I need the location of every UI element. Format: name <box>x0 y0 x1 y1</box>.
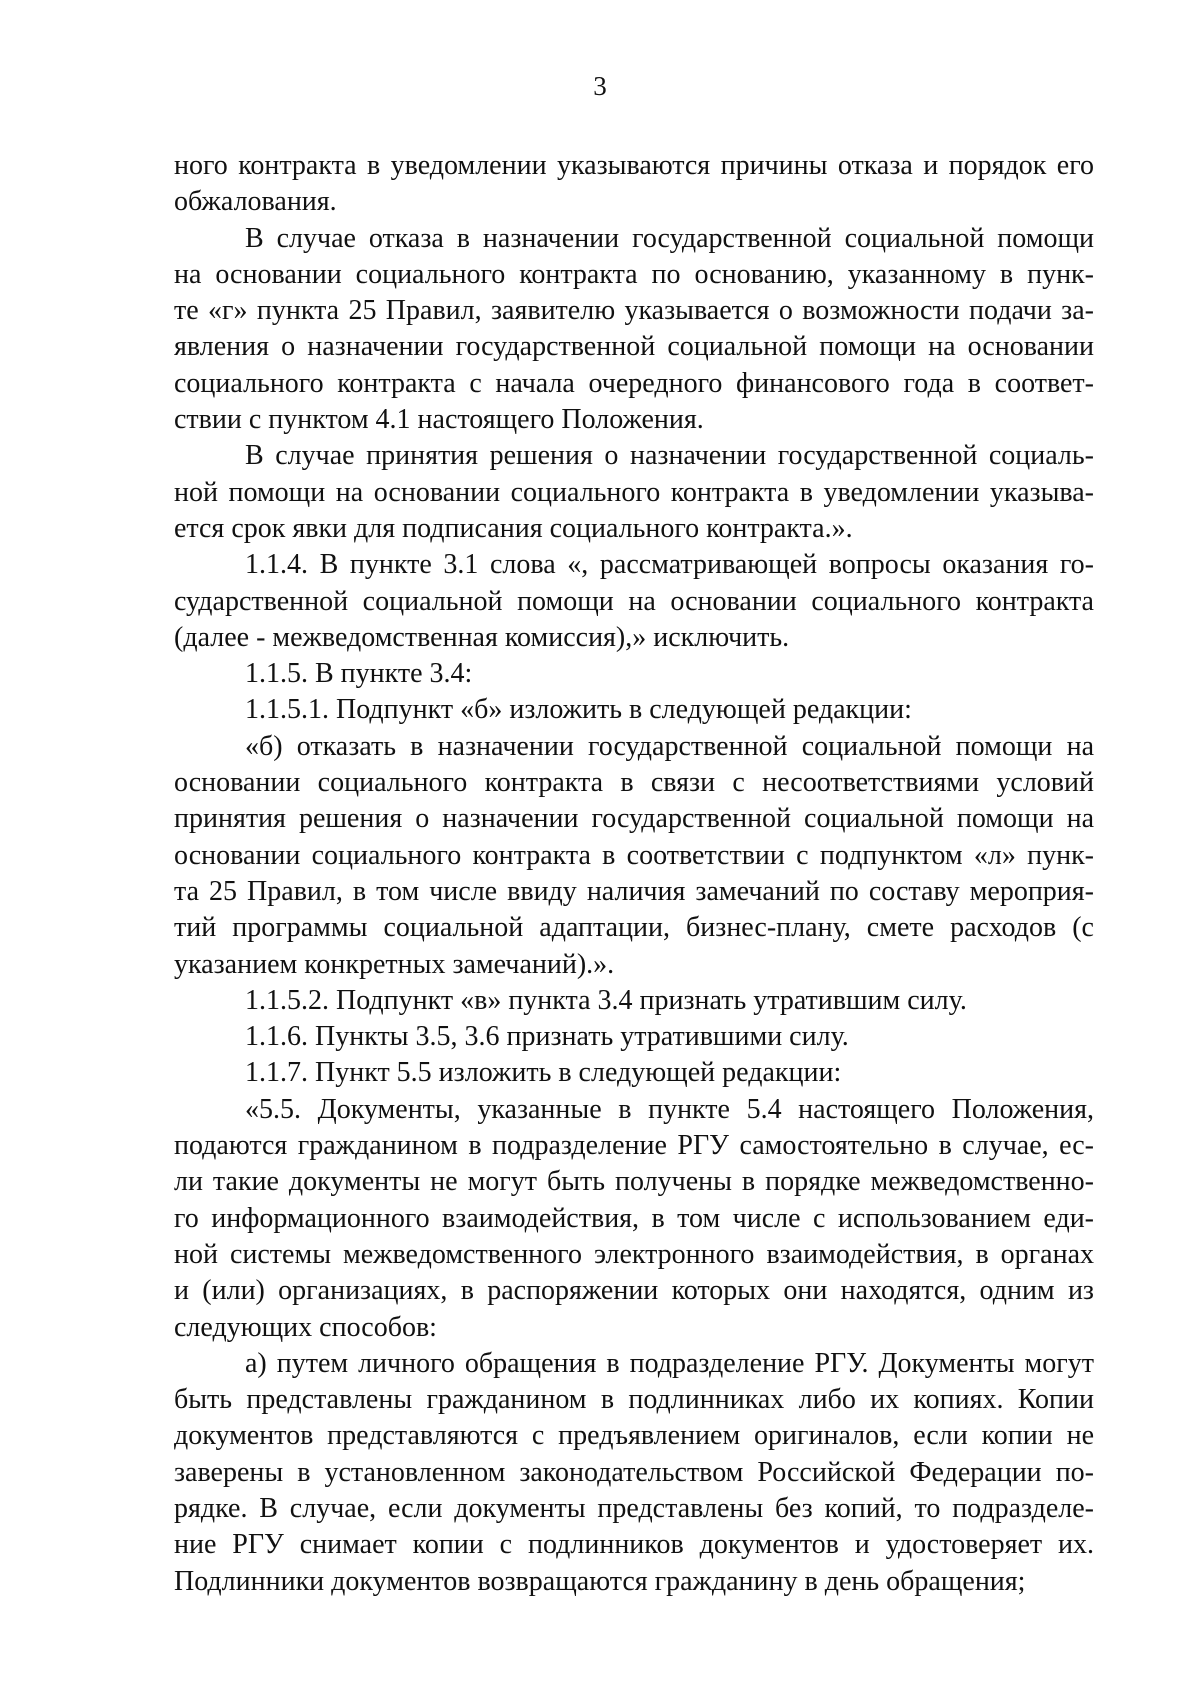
text-line: 1.1.6. Пункты 3.5, 3.6 признать утратившими силу. <box>245 1021 849 1053</box>
text-line: заверены в установленном законодательством Российской Федерации по- <box>174 1456 1094 1488</box>
page-number: 3 <box>593 71 607 101</box>
paragraph <box>174 547 1094 656</box>
paragraph <box>174 1019 1094 1055</box>
paragraph <box>174 148 1094 221</box>
text-line: основании социального контракта в связи с несоответствиями условий <box>174 767 1094 799</box>
text-line: ется срок явки для подписания социального контракта.». <box>174 512 853 544</box>
text-line: указанием конкретных замечаний).». <box>174 948 615 980</box>
text-line: та 25 Правил, в том числе ввиду наличия замечаний по составу мероприя- <box>174 875 1094 907</box>
text-line: ной системы межведомственного электронного взаимодействия, в органах <box>174 1238 1094 1270</box>
text-line: подаются гражданином в подразделение РГУ самостоятельно в случае, ес- <box>174 1130 1094 1162</box>
text-line: быть представлены гражданином в подлинниках либо их копиях. Копии <box>174 1384 1094 1416</box>
paragraph <box>174 1346 1094 1600</box>
text-line: 1.1.5.2. Подпункт «в» пункта 3.4 признать утратившим силу. <box>245 984 967 1016</box>
paragraph <box>174 656 1094 692</box>
paragraph <box>174 438 1094 547</box>
text-line: те «г» пункта 25 Правил, заявителю указывается о возможности подачи за- <box>174 295 1094 327</box>
text-line: ного контракта в уведомлении указываются причины отказа и порядок его <box>174 150 1094 181</box>
text-line: (далее - межведомственная комиссия),» исключить. <box>174 621 790 653</box>
text-line: «5.5. Документы, указанные в пункте 5.4 настоящего Положения, <box>245 1093 1094 1125</box>
text-line: ние РГУ снимает копии с подлинников документов и удостоверяет их. <box>174 1529 1094 1561</box>
text-line: явления о назначении государственной социальной помощи на основании <box>174 331 1094 363</box>
text-line: ствии с пунктом 4.1 настоящего Положения. <box>174 404 704 436</box>
paragraph <box>174 729 1094 983</box>
text-line: тий программы социальной адаптации, бизнес-плану, смете расходов (с <box>174 912 1094 944</box>
text-line: документов представляются с предъявлением оригиналов, если копии не <box>174 1420 1094 1452</box>
text-line: рядке. В случае, если документы представлены без копий, то подразделе- <box>174 1492 1094 1524</box>
text-line: на основании социального контракта по основанию, указанному в пунк- <box>174 258 1094 290</box>
text-line: сударственной социальной помощи на основании социального контракта <box>174 585 1094 617</box>
text-line: принятия решения о назначении государственной социальной помощи на <box>174 803 1094 835</box>
text-line: следующих способов: <box>174 1311 437 1343</box>
text-line: а) путем личного обращения в подразделение РГУ. Документы могут <box>245 1347 1094 1379</box>
paragraph <box>174 692 1094 728</box>
text-line: 1.1.7. Пункт 5.5 изложить в следующей редакции: <box>245 1057 842 1089</box>
text-line: основании социального контракта в соответствии с подпунктом «л» пунк- <box>174 839 1094 871</box>
text-line: ли такие документы не могут быть получены в порядке межведомственно- <box>174 1166 1094 1198</box>
text-line: го информационного взаимодействия, в том числе с использованием еди- <box>174 1202 1094 1234</box>
paragraph <box>174 1055 1094 1091</box>
text-line: обжалования. <box>174 186 337 218</box>
text-line: Подлинники документов возвращаются гражданину в день обращения; <box>174 1565 1026 1597</box>
document-body <box>174 148 1094 1600</box>
paragraph <box>174 1092 1094 1346</box>
text-line: и (или) организациях, в распоряжении которых они находятся, одним из <box>174 1275 1094 1307</box>
text-line: социального контракта с начала очередного финансового года в соответ- <box>174 367 1094 399</box>
paragraph <box>174 221 1094 439</box>
text-line: В случае принятия решения о назначении государственной социаль- <box>245 440 1094 472</box>
paragraph <box>174 983 1094 1019</box>
text-line: 1.1.5. В пункте 3.4: <box>245 658 473 690</box>
text-line: «б) отказать в назначении государственной социальной помощи на <box>245 730 1094 762</box>
text-line: ной помощи на основании социального контракта в уведомлении указыва- <box>174 476 1094 508</box>
text-line: В случае отказа в назначении государственной социальной помощи <box>245 222 1094 254</box>
text-line: 1.1.5.1. Подпункт «б» изложить в следующей редакции: <box>245 694 912 726</box>
text-line: 1.1.4. В пункте 3.1 слова «, рассматривающей вопросы оказания го- <box>245 549 1094 581</box>
